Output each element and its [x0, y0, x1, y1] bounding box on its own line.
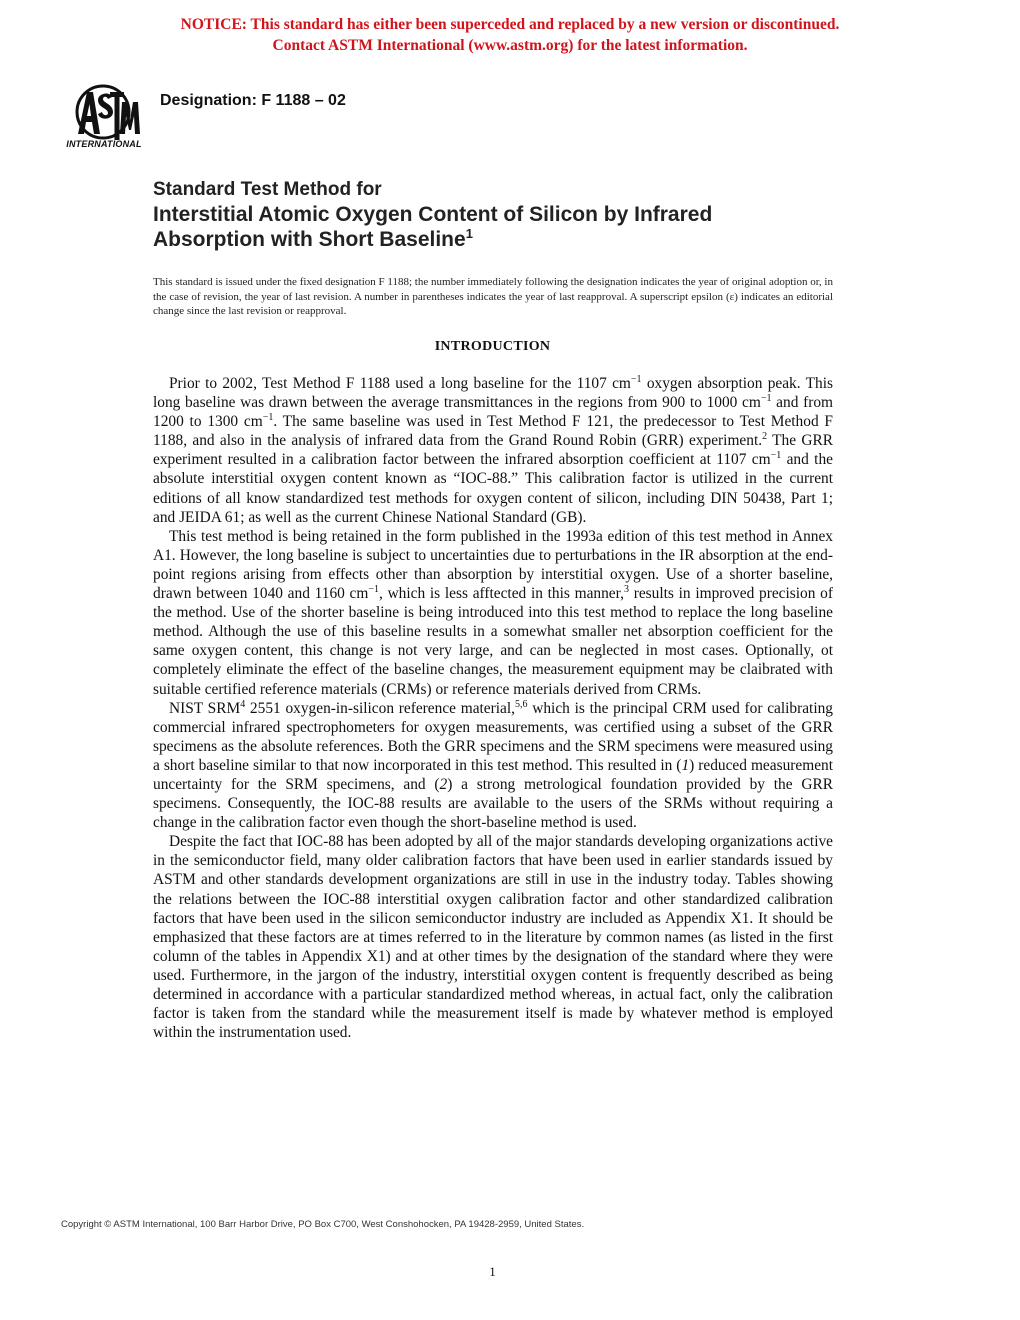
title-line-1: Standard Test Method for — [153, 179, 382, 200]
title-line-2: Interstitial Atomic Oxygen Content of Silicon by Infrared — [153, 203, 713, 226]
copyright-notice: Copyright © ASTM International, 100 Barr Harbor Drive, PO Box C700, West Conshohocken, PA 19428-2959, United States. — [61, 1219, 585, 1230]
notice-line-2: Contact ASTM International (www.astm.org) for the latest information. — [272, 37, 748, 54]
notice-banner — [0, 14, 1020, 56]
intro-paragraph-4: Despite the fact that IOC-88 has been adopted by all of the major standards developing organizations active in the semiconductor field, many older calibration factors that have been used in earlier standards issued by ASTM and other standards development organizations are still in use in the industry today. Tables showing the relations between the IOC-88 interstitial oxygen calibration factor and other standardized calibration factors that have been used in the silicon semiconductor industry are included as Appendix X1. It should be emphasized that these factors are at times referred to in the literature by common names (as listed in the first column of the tables in Appendix X1) and at other times by the designation of the standard where they were used. Furthermore, in the jargon of the industry, interstitial oxygen content is frequently described as being determined in accordance with a particular standardized method whereas, in actual fact, only the calibration factor is taken from the standard while the measurement itself is made by whatever method is employed within the instrumentation used. — [153, 833, 833, 1042]
introduction-body — [153, 374, 833, 1042]
designation: Designation: F 1188 – 02 — [160, 92, 346, 109]
title-line-3 — [153, 227, 873, 252]
intro-paragraph-2: This test method is being retained in the form published in the 1993a edition of this test method in Annex A1. However, the long baseline is subject to uncertainties due to perturbations in the IR absorption at the end-point regions arising from effects other than absorption by interstitial oxygen. Use of a shorter baseline, drawn between 1040 and 1160 $cm^{-1}$, which is less afftected in this manner,$^3$ results in improved precision of the method. Use of the shorter baseline is being introduced into this test method to replace the long baseline method. Although the use of this baseline results in a somewhat smaller net absorption coefficient for the same oxygen content, this change is not very large, and can be neglected in most cases. Optionally, ot completely eliminate the effect of the baseline changes, the measurement equipment may be claibrated with suitable certified reference materials (CRMs) or reference materials derived from CRMs. — [153, 527, 833, 698]
notice-line-1: NOTICE: This standard has either been superceded and replaced by a new version or discontinued. — [180, 16, 840, 33]
logo-caption: INTERNATIONAL — [66, 139, 142, 149]
footnote-ref-3[interactable]: 3 — [624, 584, 629, 596]
intro-paragraph-1: Prior to 2002, Test Method F 1188 used a long baseline for the 1107 $cm^{-1}$ oxygen absorption peak. This long baseline was drawn between the average transmittances in the regions from 900 to 1000 $cm^{-1}$ and from 1200 to 1300 $cm^{-1}$. The same baseline was used in Test Method F 121, the predecessor to Test Method F 1188, and also in the analysis of infrared data from the Grand Round Robin (GRR) experiment.$^2$ The GRR experiment resulted in a calibration factor between the infrared absorption coefficient at 1107 $cm^{-1}$ and the absolute interstitial oxygen content known as “IOC-88.” This calibration factor is utilized in the current editions of all know standardized test methods for oxygen content of silicon, including DIN 50438, Part 1; and JEIDA 61; as well as the current Chinese National Standard (GB). — [153, 374, 833, 526]
issued-note: This standard is issued under the fixed designation F 1188; the number immediately following the designation indicates the year of original adoption or, in the case of revision, the year of last revision. A number in parentheses indicates the year of last reapproval. A superscript epsilon (ε) indicates an editorial change since the last revision or reapproval. — [153, 276, 833, 318]
footnote-ref-4[interactable]: 4 — [240, 698, 246, 710]
page-number: 1 — [489, 1264, 496, 1279]
title-line-3-text: Absorption with Short Baseline — [153, 228, 466, 251]
intro-paragraph-3: NIST SRM$^4$ 2551 oxygen-in-silicon reference material,$^{5,6}$ which is the principal CRM used for calibrating commercial infrared spectrophometers for oxygen measurements, was certified using a subset of the GRR specimens as the absolute references. Both the GRR specimens and the SRM specimens were measured using a short baseline similar to that now incorporated in this test method. This resulted in (1) reduced measurement uncertainty for the SRM specimens, and (2) a strong metrological foundation provided by the GRR specimens. Consequently, the IOC-88 results are available to the users of the SRMs without requiring a change in the calibration factor even though the short-baseline method is used. — [153, 698, 833, 832]
document-title — [153, 178, 873, 252]
introduction-heading: INTRODUCTION — [434, 339, 551, 354]
footnote-ref-2[interactable]: 2 — [762, 431, 768, 443]
title-footnote-marker[interactable]: 1 — [465, 226, 473, 241]
footnote-ref-5-6[interactable]: 5,6 — [515, 698, 528, 710]
